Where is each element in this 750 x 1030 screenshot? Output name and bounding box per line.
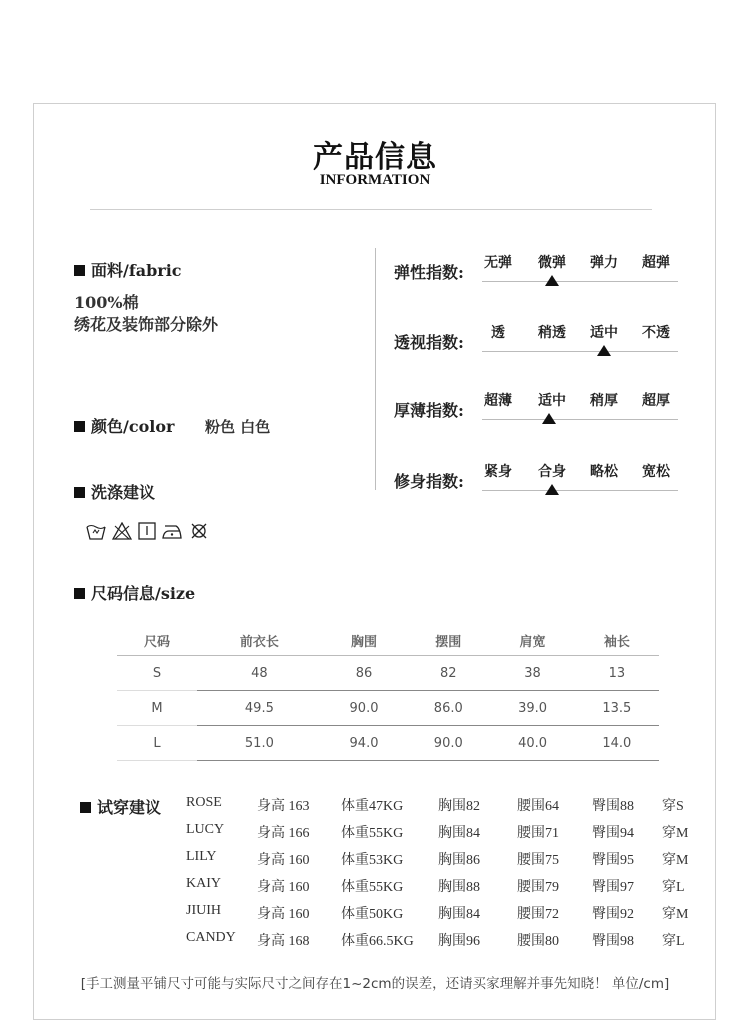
size-cell: 94.0 [322, 726, 406, 761]
tryon-cell: 体重55KG [341, 826, 404, 841]
tryon-cell: 体重47KG [341, 799, 404, 814]
size-cell: 90.0 [322, 691, 406, 726]
tryon-cell: 腰围80 [517, 934, 559, 949]
care-heading [74, 480, 155, 503]
tryon-cell: 腰围71 [517, 826, 559, 841]
index-option: 稍厚 [590, 393, 618, 409]
size-table [117, 625, 659, 761]
tryon-cell: JIUIH [186, 903, 221, 918]
tryon-cell: 身高 160 [257, 907, 310, 922]
size-cell: M [117, 691, 197, 726]
size-cell: 49.5 [197, 691, 322, 726]
no-bleach-icon [112, 522, 132, 540]
index-option: 适中 [538, 393, 566, 409]
tryon-cell: 穿L [662, 934, 685, 949]
hand-wash-icon [86, 522, 106, 540]
tryon-cell: 体重66.5KG [341, 934, 414, 949]
table-row [117, 726, 659, 761]
size-cell: 86.0 [406, 691, 490, 726]
care-icons [86, 520, 216, 542]
size-column-header: 肩宽 [519, 634, 546, 650]
tryon-cell: LUCY [186, 822, 225, 837]
size-cell: S [117, 656, 197, 691]
color-heading [74, 414, 174, 437]
index-label: 透视指数: [394, 333, 464, 352]
square-bullet-icon [74, 588, 85, 599]
index-label: 修身指数: [394, 472, 464, 491]
fabric-label: 面料/fabric [91, 261, 182, 280]
list-item [0, 795, 750, 815]
size-cell: 51.0 [197, 726, 322, 761]
size-cell: 13.5 [575, 691, 659, 726]
index-marker-icon [545, 484, 559, 495]
index-option: 合身 [538, 464, 566, 480]
index-scale-line [482, 419, 678, 420]
tryon-cell: LILY [186, 849, 217, 864]
index-option: 紧身 [484, 464, 512, 480]
care-label: 洗涤建议 [91, 483, 156, 502]
hang-dry-icon [138, 522, 156, 540]
title-divider [90, 209, 652, 210]
tryon-cell: 体重50KG [341, 907, 404, 922]
square-bullet-icon [74, 265, 85, 276]
tryon-cell: 臀围88 [592, 799, 634, 814]
index-option: 超弹 [642, 255, 670, 271]
tryon-cell: 身高 168 [257, 934, 310, 949]
size-cell: 13 [575, 656, 659, 691]
size-cell: 82 [406, 656, 490, 691]
tryon-cell: 身高 166 [257, 826, 310, 841]
column-divider [375, 248, 376, 490]
size-cell: 38 [490, 656, 574, 691]
tryon-cell: 臀围94 [592, 826, 634, 841]
index-option: 微弹 [538, 255, 566, 271]
size-column-header: 前衣长 [239, 634, 279, 650]
tryon-cell: 胸围82 [438, 799, 480, 814]
square-bullet-icon [74, 421, 85, 432]
tryon-cell: 体重53KG [341, 853, 404, 868]
size-label: 尺码信息/size [91, 584, 196, 603]
index-marker-icon [597, 345, 611, 356]
table-row [117, 656, 659, 691]
size-cell: 39.0 [490, 691, 574, 726]
tryon-cell: 臀围98 [592, 934, 634, 949]
tryon-cell: 臀围95 [592, 853, 634, 868]
tryon-cell: ROSE [186, 795, 222, 810]
list-item [0, 849, 750, 869]
color-label: 颜色/color [91, 417, 175, 436]
tryon-cell: 胸围86 [438, 853, 480, 868]
list-item [0, 930, 750, 950]
tryon-label: 试穿建议 [97, 798, 162, 817]
tryon-cell: 腰围75 [517, 853, 559, 868]
tryon-cell: 臀围92 [592, 907, 634, 922]
size-column-header: 尺码 [143, 634, 170, 650]
color-value: 粉色 白色 [205, 418, 271, 436]
index-option: 超厚 [642, 393, 670, 409]
index-marker-icon [545, 275, 559, 286]
page-subtitle: INFORMATION [319, 172, 431, 188]
index-scale-line [482, 351, 678, 352]
tryon-cell: 身高 160 [257, 853, 310, 868]
tryon-cell: KAIY [186, 876, 221, 891]
list-item [0, 822, 750, 842]
index-label: 厚薄指数: [394, 401, 464, 420]
fabric-heading [74, 258, 182, 281]
size-column-header: 胸围 [351, 634, 378, 650]
index-option: 宽松 [642, 464, 670, 480]
tryon-cell: 身高 163 [257, 799, 310, 814]
index-label: 弹性指数: [394, 263, 464, 282]
tryon-cell: 穿L [662, 880, 685, 895]
tryon-cell: 穿M [662, 907, 689, 922]
size-heading [74, 581, 195, 604]
square-bullet-icon [74, 487, 85, 498]
tryon-cell: 臀围97 [592, 880, 634, 895]
tryon-cell: 穿S [662, 799, 684, 814]
index-option: 无弹 [484, 255, 512, 271]
index-scale-line [482, 490, 678, 491]
size-table-header [117, 625, 659, 656]
size-cell: 40.0 [490, 726, 574, 761]
tryon-cell: 体重55KG [341, 880, 404, 895]
tryon-cell: 身高 160 [257, 880, 310, 895]
index-marker-icon [542, 413, 556, 424]
measurement-note: [手工测量平铺尺寸可能与实际尺寸之间存在1~2cm的误差，还请买家理解并事先知晓！ 单位/cm] [80, 976, 670, 992]
size-cell: L [117, 726, 197, 761]
list-item [0, 903, 750, 923]
tryon-cell: CANDY [186, 930, 236, 945]
page-title: 产品信息 [313, 140, 437, 175]
size-cell: 86 [322, 656, 406, 691]
index-option: 适中 [590, 325, 618, 341]
size-cell: 14.0 [575, 726, 659, 761]
index-option: 稍透 [538, 325, 566, 341]
tryon-cell: 胸围84 [438, 826, 480, 841]
index-option: 不透 [642, 325, 670, 341]
no-tumble-dry-icon [190, 522, 208, 540]
index-option: 弹力 [590, 255, 618, 271]
tryon-cell: 胸围96 [438, 934, 480, 949]
size-cell: 90.0 [406, 726, 490, 761]
tryon-cell: 穿M [662, 853, 689, 868]
tryon-cell: 腰围64 [517, 799, 559, 814]
size-column-header: 摆围 [435, 634, 462, 650]
index-option: 透 [491, 325, 505, 341]
low-iron-icon [162, 522, 182, 540]
size-column-header: 袖长 [603, 634, 630, 650]
tryon-cell: 胸围88 [438, 880, 480, 895]
tryon-cell: 腰围72 [517, 907, 559, 922]
tryon-cell: 胸围84 [438, 907, 480, 922]
tryon-cell: 腰围79 [517, 880, 559, 895]
index-option: 略松 [590, 464, 618, 480]
list-item [0, 876, 750, 896]
tryon-cell: 穿M [662, 826, 689, 841]
table-row [117, 691, 659, 726]
fabric-line-1: 100%棉 [74, 293, 139, 312]
size-cell: 48 [197, 656, 322, 691]
index-option: 超薄 [484, 393, 512, 409]
index-scale-line [482, 281, 678, 282]
fabric-line-2: 绣花及装饰部分除外 [74, 315, 219, 334]
